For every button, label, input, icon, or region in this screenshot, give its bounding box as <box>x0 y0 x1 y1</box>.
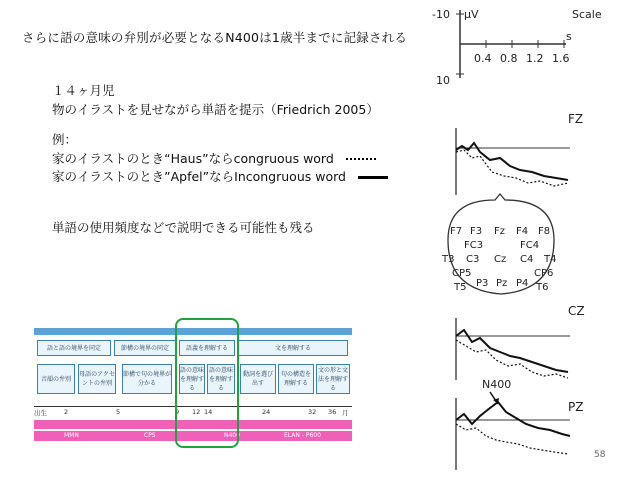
solid-line-key <box>358 176 388 179</box>
scale-tick: 0.4 <box>474 52 492 65</box>
highlight-box <box>175 318 239 448</box>
tick-label: 5 <box>116 408 121 416</box>
erp-figure <box>420 0 638 479</box>
scale-title: Scale <box>572 8 602 21</box>
timeline-box-verb: 動詞を選び出す <box>240 364 276 394</box>
n400-label: N400 <box>482 378 512 391</box>
electrode-label: P4 <box>516 278 529 289</box>
electrode-label: T4 <box>544 254 557 265</box>
erp-label-mmn: MMN <box>64 432 79 439</box>
electrode-label: T3 <box>442 254 455 265</box>
scale-tick: 1.6 <box>552 52 570 65</box>
electrode-label: F8 <box>538 226 551 237</box>
tick-label: 32 <box>308 408 317 416</box>
electrode-label: CP5 <box>452 268 472 279</box>
erp-label-n400: N400 <box>224 432 240 439</box>
electrode-label: F3 <box>470 226 483 237</box>
electrode-label: T6 <box>536 282 549 293</box>
electrode-label: C3 <box>466 254 480 265</box>
scale-unit: μV <box>464 8 479 21</box>
tick-label: 36 <box>328 408 337 416</box>
dotted-line-key <box>346 158 376 160</box>
scale-tick: 1.2 <box>526 52 544 65</box>
erp-label-elan-p600: ELAN - P600 <box>284 432 321 439</box>
timeline-box-word-boundary: 語と語の境界を同定 <box>37 340 111 356</box>
channel-label-pz: PZ <box>568 400 584 414</box>
timeline-box-meaning-a: 語の意味を理解する <box>179 364 205 394</box>
electrode-label: T5 <box>454 282 467 293</box>
electrode-label: CP6 <box>534 268 554 279</box>
scale-axis-unit: s <box>566 30 572 43</box>
scale-tick: 0.8 <box>500 52 518 65</box>
timeline-box-accent: 母語のアクセントの弁別 <box>78 364 116 394</box>
electrode-label: F4 <box>516 226 529 237</box>
channel-label-fz: FZ <box>568 112 584 126</box>
scale-bottom-value: 10 <box>436 74 450 87</box>
timeline-box-grammar: 文の形と文法を理解する <box>316 364 350 394</box>
language-development-timeline <box>34 328 352 448</box>
axis-start-label: 出生 <box>34 409 47 417</box>
scale-top-value: -10 <box>432 8 450 21</box>
method-line: 物のイラストを見せながら単語を提示（Friedrich 2005） <box>52 101 379 117</box>
tick-label: 9 <box>175 408 180 416</box>
electrode-label: Fz <box>494 226 506 237</box>
timeline-box-phrase: 節構で句の境界が分かる <box>122 364 172 394</box>
subject-line: １４ヶ月児 <box>52 83 115 98</box>
timeline-box-word-meaning: 語義を理解する <box>179 340 235 356</box>
tick-label: 14 <box>204 408 213 416</box>
electrode-label: C4 <box>520 254 534 265</box>
timeline-box-phrase-structure: 句の構造を理解する <box>278 364 314 394</box>
example-congruous-text: 家のイラストのとき“Haus”ならcongruous word <box>52 150 334 166</box>
note-text: 単語の使用頻度などで説明できる可能性も残る <box>52 220 315 235</box>
body-text <box>52 82 388 187</box>
timeline-box-phrase-boundary: 節構の境界の同定 <box>114 340 176 356</box>
electrode-label: FC4 <box>520 240 540 251</box>
axis-unit-label: 月 <box>342 409 349 417</box>
example-incongruous <box>52 168 388 187</box>
slide-title: さらに語の意味の弁別が必要となるN400は1歳半までに記録される <box>22 30 408 45</box>
electrode-label: F7 <box>450 226 463 237</box>
example-congruous <box>52 150 388 169</box>
tick-label: 2 <box>64 408 69 416</box>
example-heading: 例： <box>52 132 78 147</box>
electrode-label: Pz <box>496 278 508 289</box>
tick-label: 24 <box>262 408 271 416</box>
electrode-label: FC3 <box>464 240 484 251</box>
timeline-box-phoneme: 音韻の弁別 <box>37 364 75 394</box>
timeline-box-sentence: 文を理解する <box>238 340 348 356</box>
erp-label-cps: CPS <box>144 432 156 439</box>
tick-label: 12 <box>192 408 201 416</box>
page-number: 58 <box>594 450 606 460</box>
channel-label-cz: CZ <box>568 304 585 318</box>
electrode-label: Cz <box>494 254 507 265</box>
electrode-label: P3 <box>476 278 489 289</box>
timeline-box-meaning-b: 語の意味を理解する <box>207 364 235 394</box>
example-incongruous-text: 家のイラストのとき”Apfel”ならIncongruous word <box>52 169 346 184</box>
